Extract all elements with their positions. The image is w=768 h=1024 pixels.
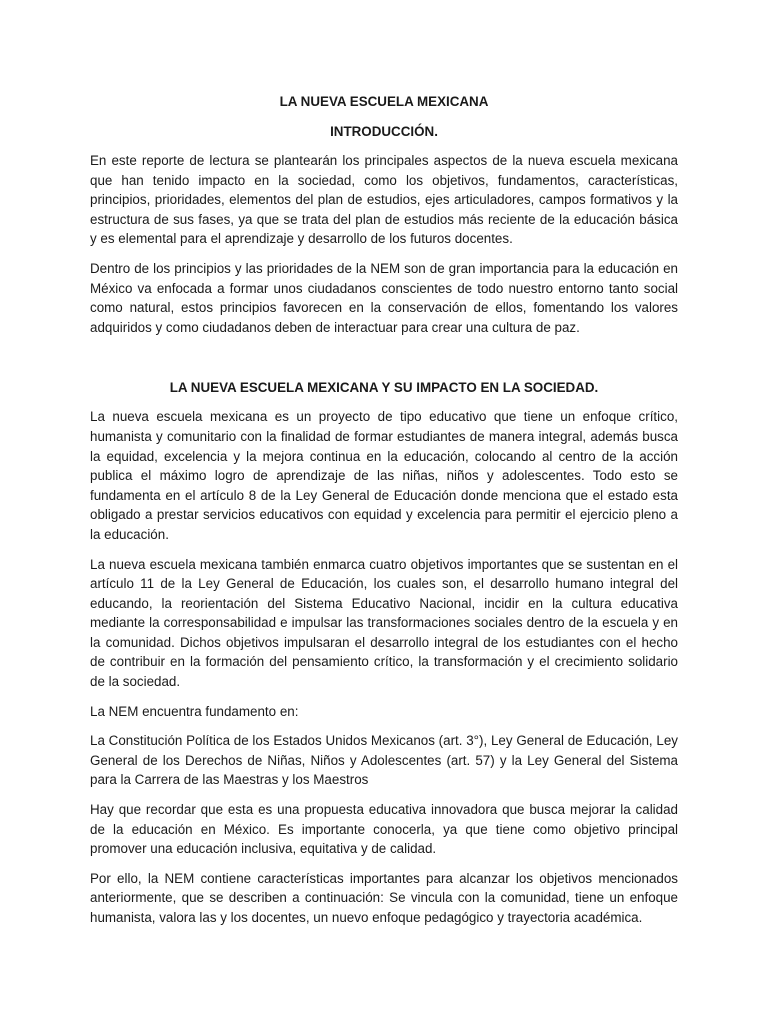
section-heading: LA NUEVA ESCUELA MEXICANA Y SU IMPACTO EN LA SOCIEDAD. — [169, 380, 599, 396]
intro-paragraph: Dentro de los principios y las prioridades de la NEM son de gran importancia para la educación en México va enfocada a formar unos ciudadanos conscientes de todo nuestro entorno tanto social como natural, estos principios favorecen en la conservación de ellos, fomentando los valores adquiridos y como ciudadanos deben de interactuar para crear una cultura de paz. — [90, 260, 678, 335]
section-paragraph: Por ello, la NEM contiene características importantes para alcanzar los objetivos mencionados anteriormente, que se describen a continuación: Se vincula con la comunidad, tiene un enfoque humanista, valora las y los docentes, un nuevo enfoque pedagógico y trayectoria académica. — [90, 870, 678, 925]
section-paragraph: La NEM encuentra fundamento en: — [90, 703, 299, 719]
section-paragraph: La nueva escuela mexicana también enmarca cuatro objetivos importantes que se sustentan en el artículo 11 de la Ley General de Educación, los cuales son, el desarrollo humano integral del educando, la reorientación del Sistema Educativo Nacional, incidir en la cultura educativa mediante la corresponsabilidad e impulsar las transformaciones sociales dentro de la escuela y en la comunidad. Dichos objetivos impulsaran el desarrollo integral de los estudiantes con el hecho de contribuir en la formación del pensamiento crítico, la transformación y el crecimiento solidario de la sociedad. — [90, 556, 678, 690]
section-paragraph: La Constitución Política de los Estados Unidos Mexicanos (art. 3°), Ley General de Educación, Ley General de los Derechos de Niñas, Niños y Adolescentes (art. 57) y la Ley General del Sistema para la Carrera de las Maestras y los Maestros — [90, 733, 678, 788]
intro-paragraph: En este reporte de lectura se plantearán los principales aspectos de la nueva escuela mexicana que han tenido impacto en la sociedad, como los objetivos, fundamentos, características, principios, prioridades, elementos del plan de estudios, ejes articuladores, campos formativos y la estructura de sus fases, ya que se trata del plan de estudios más reciente de la educación básica y es elemental para el aprendizaje y desarrollo de los futuros docentes. — [90, 153, 678, 247]
document-body — [90, 92, 678, 938]
section-paragraph: La nueva escuela mexicana es un proyecto de tipo educativo que tiene un enfoque crítico, humanista y comunitario con la finalidad de formar estudiantes de manera integral, además busca la equidad, excelencia y la mejora continua en la educación, colocando al centro de la acción publica el máximo logro de aprendizaje de las niñas, niños y adolescentes. Todo esto se fundamenta en el artículo 8 de la Ley General de Educación donde menciona que el estado esta obligado a prestar servicios educativos con equidad y excelencia para permitir el ejercicio pleno a la educación. — [90, 409, 678, 542]
section-paragraph: Hay que recordar que esta es una propuesta educativa innovadora que busca mejorar la calidad de la educación en México. Es importante conocerla, ya que tiene como objetivo principal promover una educación inclusiva, equitativa y de calidad. — [90, 802, 678, 857]
intro-heading: INTRODUCCIÓN. — [330, 124, 438, 139]
document-title: LA NUEVA ESCUELA MEXICANA — [279, 94, 489, 109]
